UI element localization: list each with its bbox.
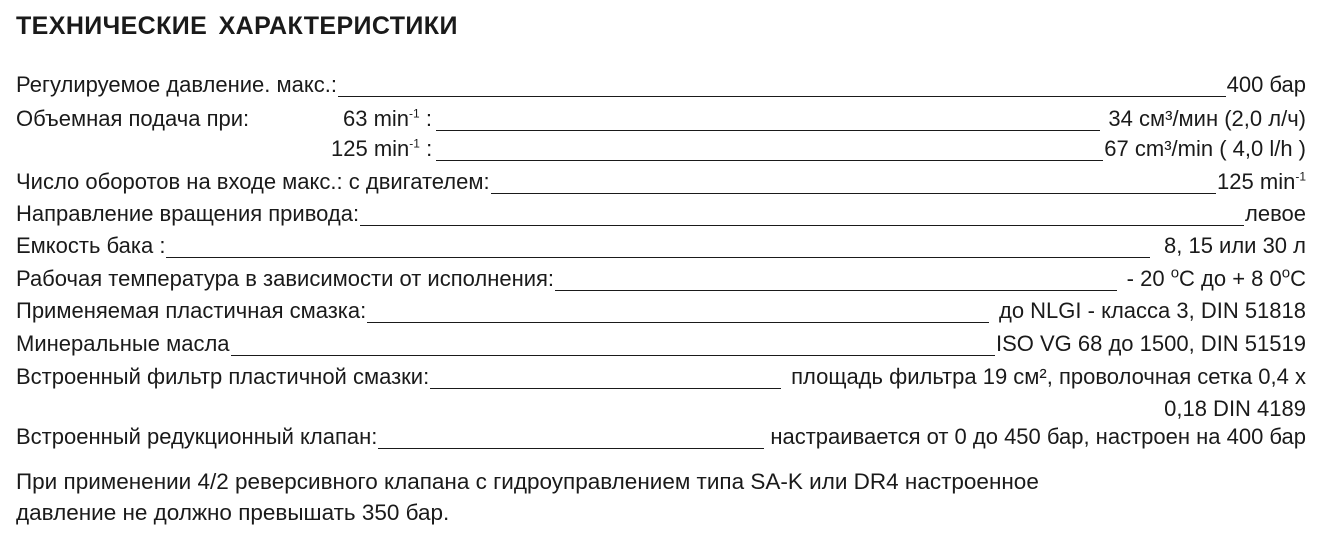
leader-line: [338, 87, 1226, 97]
page-title: ТЕХНИЧЕСКИЕ ХАРАКТЕРИСТИКИ: [16, 12, 458, 40]
spec-label: Число оборотов на входе макс.: с двигателем:: [16, 169, 490, 194]
spec-value: 67 cm³/min ( 4,0 l/h ): [1104, 136, 1306, 161]
spec-value: - 20 $^o$C до + 8 0$^o$C: [1126, 264, 1306, 291]
leader-line: [436, 121, 1100, 131]
spec-row-valve: [16, 424, 1306, 454]
leader-line: [360, 216, 1244, 226]
rpm-label: 125 $\min^{-1}$ :: [331, 136, 433, 161]
spec-label-flow: Объемная подача при:: [16, 106, 250, 131]
note-line: давление не должно превышать 350 бар.: [16, 500, 450, 525]
leader-line: [436, 151, 1103, 161]
spec-value: ISO VG 68 до 1500, DIN 51519: [995, 331, 1306, 356]
spec-value: площадь фильтра 19 см², проволочная сетка 0,4 х: [791, 364, 1306, 389]
leader-line: [231, 346, 995, 356]
spec-value-continuation: 0,18 DIN 4189: [1164, 396, 1306, 421]
spec-value: 125 $\min^{-1}$: [1217, 169, 1306, 194]
spec-value: до NLGI - класса 3, DIN 51818: [998, 298, 1306, 323]
spec-row-flow-125: [331, 136, 1306, 166]
spec-label: Регулируемое давление. макс.:: [16, 72, 337, 97]
spec-row-filter: [16, 364, 1306, 394]
spec-value: настраивается от 0 до 450 бар, настроен на 400 бар: [770, 424, 1306, 449]
spec-value: левое: [1245, 201, 1306, 226]
spec-value: 8, 15 или 30 л: [1164, 233, 1306, 258]
note-line: При применении 4/2 реверсивного клапана с гидроуправлением типа SA-K или DR4 настроенное: [16, 469, 1039, 494]
spec-label: Встроенный фильтр пластичной смазки:: [16, 364, 430, 389]
spec-row-speed: [16, 169, 1306, 199]
leader-line: [491, 184, 1216, 194]
note-paragraph: [16, 466, 1306, 528]
spec-label: Емкость бака :: [16, 233, 166, 258]
spec-row-oils: [16, 331, 1306, 361]
spec-value: 400 бар: [1226, 72, 1306, 97]
leader-line: [367, 313, 989, 323]
spec-row-temperature: [16, 266, 1306, 296]
spec-label: Применяемая пластичная смазка:: [16, 298, 367, 323]
spec-value: 34 см³/мин (2,0 л/ч): [1108, 106, 1306, 131]
leader-line: [378, 439, 764, 449]
spec-label: Встроенный редукционный клапан:: [16, 424, 378, 449]
spec-label: Направление вращения привода:: [16, 201, 360, 226]
rpm-label: 63 $\min^{-1}$ :: [343, 106, 432, 131]
spec-row-pressure: [16, 72, 1306, 102]
spec-row-flow-63: [343, 106, 1306, 136]
spec-label: Минеральные масла: [16, 331, 230, 356]
spec-row-tank: [16, 233, 1306, 263]
leader-line: [555, 281, 1117, 291]
spec-label: Рабочая температура в зависимости от исполнения:: [16, 266, 555, 291]
spec-row-grease: [16, 298, 1306, 328]
leader-line: [166, 248, 1150, 258]
leader-line: [430, 379, 781, 389]
spec-row-rotation: [16, 201, 1306, 231]
